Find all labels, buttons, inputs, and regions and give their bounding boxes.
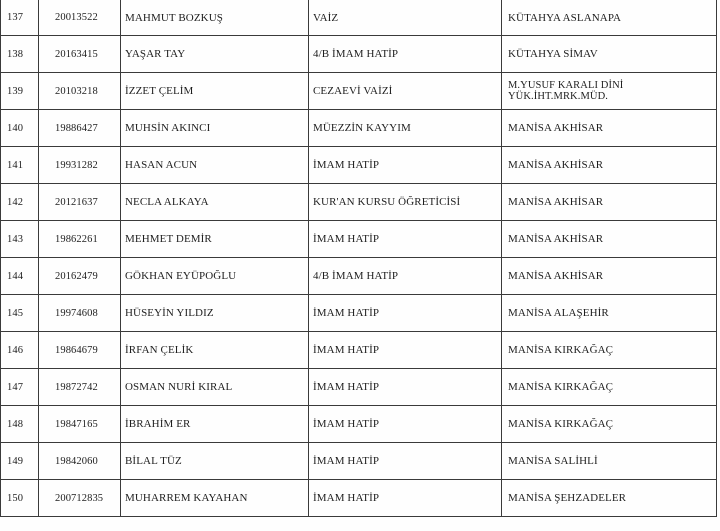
row-number: 143 — [1, 221, 39, 258]
registry-number: 20103218 — [39, 73, 121, 110]
job-title: İMAM HATİP — [309, 480, 502, 517]
table-row — [1, 332, 717, 369]
registry-number: 20121637 — [39, 184, 121, 221]
table-row — [1, 36, 717, 73]
job-title: 4/B İMAM HATİP — [309, 258, 502, 295]
registry-number: 19864679 — [39, 332, 121, 369]
workplace-line: YÜK.İHT.MRK.MÜD. — [508, 91, 608, 102]
registry-number: 19862261 — [39, 221, 121, 258]
job-title: VAİZ — [309, 0, 502, 36]
row-number: 139 — [1, 73, 39, 110]
workplace: KÜTAHYA ASLANAPA — [502, 0, 717, 36]
registry-number: 19886427 — [39, 110, 121, 147]
table-row — [1, 258, 717, 295]
registry-number: 20163415 — [39, 36, 121, 73]
workplace: MANİSA SALİHLİ — [502, 443, 717, 480]
row-number: 140 — [1, 110, 39, 147]
person-name: İZZET ÇELİM — [121, 73, 309, 110]
table-row — [1, 73, 717, 110]
table-row — [1, 221, 717, 258]
row-number: 148 — [1, 406, 39, 443]
workplace: MANİSA AKHİSAR — [502, 184, 717, 221]
table-row — [1, 369, 717, 406]
workplace: MANİSA KIRKAĞAÇ — [502, 406, 717, 443]
workplace: MANİSA KIRKAĞAÇ — [502, 369, 717, 406]
registry-number: 20162479 — [39, 258, 121, 295]
row-number: 147 — [1, 369, 39, 406]
job-title: İMAM HATİP — [309, 295, 502, 332]
job-title: İMAM HATİP — [309, 332, 502, 369]
workplace: MANİSA ŞEHZADELER — [502, 480, 717, 517]
registry-number: 19931282 — [39, 147, 121, 184]
row-number: 141 — [1, 147, 39, 184]
job-title: İMAM HATİP — [309, 369, 502, 406]
row-number: 142 — [1, 184, 39, 221]
registry-number: 19847165 — [39, 406, 121, 443]
person-name: İBRAHİM ER — [121, 406, 309, 443]
registry-number: 19842060 — [39, 443, 121, 480]
person-name: MAHMUT BOZKUŞ — [121, 0, 309, 36]
workplace: KÜTAHYA SİMAV — [502, 36, 717, 73]
row-number: 138 — [1, 36, 39, 73]
person-name: MEHMET DEMİR — [121, 221, 309, 258]
workplace: MANİSA AKHİSAR — [502, 221, 717, 258]
table-row — [1, 147, 717, 184]
person-name: NECLA ALKAYA — [121, 184, 309, 221]
person-name: İRFAN ÇELİK — [121, 332, 309, 369]
table-row — [1, 406, 717, 443]
person-name: HÜSEYİN YILDIZ — [121, 295, 309, 332]
person-name: MUHSİN AKINCI — [121, 110, 309, 147]
workplace: MANİSA KIRKAĞAÇ — [502, 332, 717, 369]
person-name: YAŞAR TAY — [121, 36, 309, 73]
workplace — [502, 73, 717, 110]
job-title: İMAM HATİP — [309, 147, 502, 184]
job-title: CEZAEVİ VAİZİ — [309, 73, 502, 110]
row-number: 146 — [1, 332, 39, 369]
table-row — [1, 443, 717, 480]
person-name: HASAN ACUN — [121, 147, 309, 184]
registry-number: 200712835 — [39, 480, 121, 517]
job-title: İMAM HATİP — [309, 443, 502, 480]
row-number: 137 — [1, 0, 39, 36]
table-row — [1, 295, 717, 332]
row-number: 144 — [1, 258, 39, 295]
row-number: 145 — [1, 295, 39, 332]
person-name: OSMAN NURİ KIRAL — [121, 369, 309, 406]
registry-number: 20013522 — [39, 0, 121, 36]
row-number: 149 — [1, 443, 39, 480]
person-name: MUHARREM KAYAHAN — [121, 480, 309, 517]
workplace: MANİSA ALAŞEHİR — [502, 295, 717, 332]
row-number: 150 — [1, 480, 39, 517]
person-name: BİLAL TÜZ — [121, 443, 309, 480]
table-row — [1, 0, 717, 36]
table-row — [1, 184, 717, 221]
job-title: İMAM HATİP — [309, 221, 502, 258]
table-row — [1, 480, 717, 517]
registry-number: 19872742 — [39, 369, 121, 406]
workplace-line: M.YUSUF KARALI DİNİ — [508, 80, 624, 91]
job-title: İMAM HATİP — [309, 406, 502, 443]
workplace: MANİSA AKHİSAR — [502, 110, 717, 147]
person-name: GÖKHAN EYÜPOĞLU — [121, 258, 309, 295]
job-title: KUR'AN KURSU ÖĞRETİCİSİ — [309, 184, 502, 221]
job-title: 4/B İMAM HATİP — [309, 36, 502, 73]
registry-number: 19974608 — [39, 295, 121, 332]
workplace: MANİSA AKHİSAR — [502, 147, 717, 184]
job-title: MÜEZZİN KAYYIM — [309, 110, 502, 147]
workplace: MANİSA AKHİSAR — [502, 258, 717, 295]
table-row — [1, 110, 717, 147]
